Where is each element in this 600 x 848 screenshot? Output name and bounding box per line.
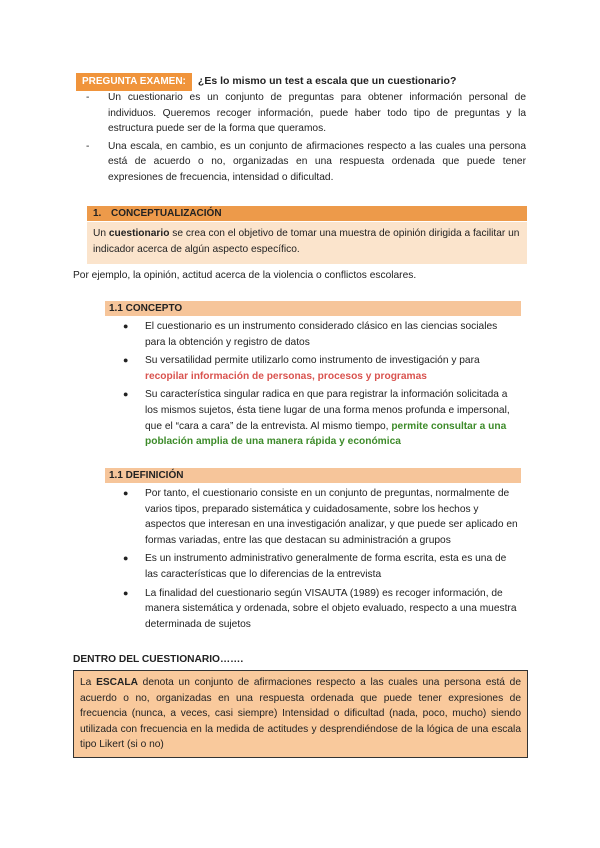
list-item-text: Su característica singular radica en que para registrar la información solicitada a los mismos sujetos, ésta tiene lugar de una forma menos profunda e impersonal, que el “cara a cara” de la entrevista. Al mismo tiempo, — [145, 389, 510, 432]
dentro-heading: DENTRO DEL CUESTIONARIO……. — [73, 654, 244, 665]
list-item — [123, 387, 518, 449]
concepto-list — [123, 319, 518, 453]
exam-question: ¿Es lo mismo un test a escala que un cuestionario? — [197, 75, 457, 87]
list-item: ● El cuestionario es un instrumento considerado clásico en las ciencias sociales para la obtención y registro de datos — [123, 319, 518, 350]
exam-question-line — [76, 73, 456, 91]
list-item: ● Es un instrumento administrativo generalmente de forma escrita, esta es una de las características que lo diferencias de la entrevista — [123, 551, 518, 582]
list-item: ● Por tanto, el cuestionario consiste en un conjunto de preguntas, normalmente de varios tipos, preparado sistemática y cuidadosamente, sobre los hechos y aspectos que interesan en una investigación analizar, y que puede ser aplicado en formas variadas, entre las que destacan su administración a grupos — [123, 486, 518, 548]
intro-list — [86, 90, 526, 188]
example-text: Por ejemplo, la opinión, actitud acerca de la violencia o conflictos escolares. — [73, 270, 417, 281]
section-heading-conceptualizacion — [87, 206, 527, 221]
definition-text: Un — [93, 228, 109, 239]
escala-term: ESCALA — [96, 677, 138, 688]
highlight-green: permite consultar a una población amplia de una manera rápida y económica — [145, 420, 507, 448]
definition-box — [87, 222, 527, 264]
list-item-text: Su versatilidad permite utilizarlo como instrumento de investigación y para — [145, 355, 480, 367]
section-title: CONCEPTUALIZACIÓN — [111, 208, 222, 219]
escala-text: denota un conjunto de afirmaciones respecto a las cuales una persona está de acuerdo o no, organizadas en una respuesta ordenada que puede tener expresiones de frecuencia (nunca, a veces, casi siempre) Intensidad o dificultad (nada, poco, mucho) siendo utilizada con frecuencia en la medida de actitudes y desprendiéndose de la lógica de una escala tipo Likert (si o no) — [80, 677, 521, 751]
highlight-red: recopilar información de personas, procesos y programas — [145, 370, 427, 382]
list-item — [123, 353, 518, 384]
definition-term: cuestionario — [108, 228, 170, 239]
escala-box — [73, 670, 528, 758]
subsection-heading-definicion: 1.1 DEFINICIÓN — [105, 468, 521, 483]
escala-text: La — [80, 677, 97, 688]
definition-text: se crea con el objetivo de tomar una muestra de opinión dirigida a facilitar un indicador acerca de algún aspecto específico. — [93, 228, 520, 255]
intro-item: - Una escala, en cambio, es un conjunto de afirmaciones respecto a las cuales una persona está de acuerdo o no, organizadas en una respuesta ordenada que puede tener expresiones de frecuencia, intensidad o dificultad. — [86, 139, 526, 186]
exam-tag: PREGUNTA EXAMEN: — [76, 73, 192, 91]
definicion-list — [123, 486, 518, 635]
intro-item: - Un cuestionario es un conjunto de preguntas para obtener información personal de individuos. Queremos recoger información, puede haber todo tipo de preguntas y la estructura puede ser de la forma que queramos. — [86, 90, 526, 137]
section-number: 1. — [93, 208, 102, 219]
list-item: ● La finalidad del cuestionario según VISAUTA (1989) es recoger información, de manera sistemática y ordenada, sobre el objeto evaluado, respecto a una muestra determinada de sujetos — [123, 586, 518, 633]
subsection-heading-concepto: 1.1 CONCEPTO — [105, 301, 521, 316]
